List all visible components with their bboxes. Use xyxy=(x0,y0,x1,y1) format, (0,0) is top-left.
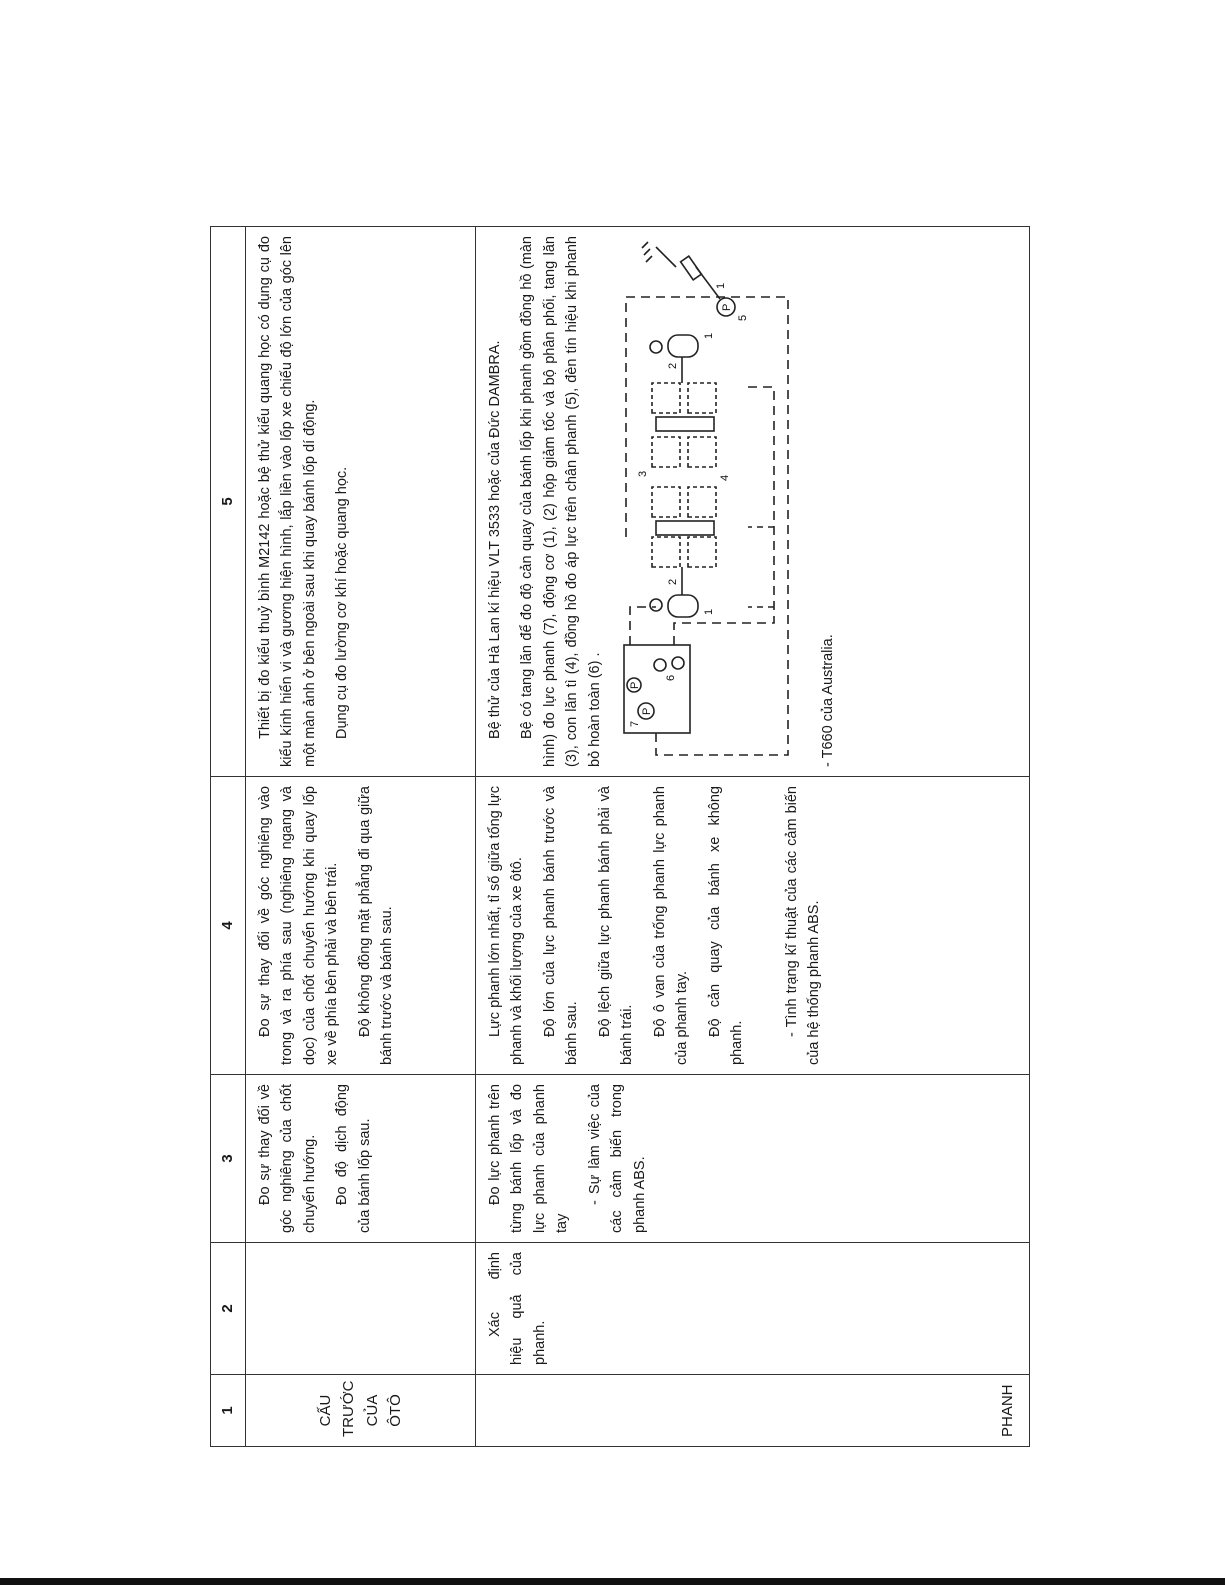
row2-param-2: Độ lớn của lực phanh bánh trước và bánh sau. xyxy=(541,786,581,1065)
table-row-front-structure xyxy=(246,227,476,1447)
diagram-label: 2 xyxy=(667,362,680,369)
diagram-label: 4 xyxy=(719,474,732,481)
row1-equip-2: Dụng cụ đo lường cơ khí hoặc quang học. xyxy=(334,466,351,739)
row2-purpose xyxy=(476,1243,1030,1375)
brake-tester-diagram xyxy=(616,236,808,767)
diagram-label: 7 xyxy=(629,720,642,727)
diagram-label: 6 xyxy=(665,674,678,681)
diagram-label: 1 xyxy=(715,282,728,289)
row2-method-1: Đo lực phanh trên từng bánh lốp và đo lực phanh của phanh tay xyxy=(487,1084,571,1233)
row2-parameters xyxy=(476,777,1030,1075)
diagram-label: P xyxy=(721,303,734,311)
header-col-5: 5 xyxy=(211,227,246,777)
header-col-1: 1 xyxy=(211,1375,246,1447)
row1-method-1: Đo sự thay đổi về góc nghiêng của chốt chuyển hướng. xyxy=(257,1084,318,1233)
table-row-brake xyxy=(476,227,1030,1447)
lamp-shape xyxy=(672,657,684,669)
row1-param-2: Độ không đồng mặt phẳng đi qua giữa bánh trước và bánh sau. xyxy=(356,786,396,1065)
row2-equipment xyxy=(476,227,1030,777)
row1-purpose xyxy=(246,1243,476,1375)
row1-equip-1: Thiết bị đo kiểu thuỷ bình M2142 hoặc bệ thử kiểu quang học có dụng cụ đo kiểu kính hiển vi và gương hiện hình, lắp liền vào lốp xe chiếu độ lớn của góc lên một màn ảnh ở bên ngoài sau khi quay bánh lốp dí động. xyxy=(257,236,318,767)
row2-method-2: - Sự làm việc của các cảm biến trong phanh ABS. xyxy=(586,1084,648,1233)
brake-tester-schematic xyxy=(616,237,801,767)
row2-equip-1: Bệ thử của Hà Lan kí hiệu VLT 3533 hoặc của Đức DAMBRA. xyxy=(487,340,503,739)
row1-equipment xyxy=(246,227,476,777)
row1-parameters xyxy=(246,777,476,1075)
inspection-table xyxy=(210,226,1030,1447)
rotated-page xyxy=(210,227,1030,1447)
row2-equip-3: - T660 của Australia. xyxy=(819,634,836,767)
header-col-4: 4 xyxy=(211,777,246,1075)
diagram-label: 1 xyxy=(703,332,716,339)
diagram-label: 1 xyxy=(703,608,716,615)
diagram-label: P xyxy=(641,707,654,715)
row2-param-1: Lực phanh lớn nhất, tỉ số giữa tổng lực phanh và khối lượng của xe ôtô. xyxy=(487,786,526,1065)
header-row xyxy=(211,227,246,1447)
row2-category: PHANH xyxy=(476,1375,1030,1447)
page-bottom-rule xyxy=(0,1578,1225,1585)
row2-equip-2: Bệ có tang lăn để đo độ cản quay của bánh lốp khi phanh gồm đồng hồ (màn hình) đo lực phanh (7), động cơ (1), (2) hộp giảm tốc và bộ phân phối, tang lăn (3), con lăn tì (4), đồng hồ đo áp lực trên chân phanh (5), đèn tín hiệu khi phanh bỏ hoàn toàn (6) . xyxy=(519,236,603,767)
header-col-2: 2 xyxy=(211,1243,246,1375)
row2-purpose-text: Xác định hiệu quả của phanh. xyxy=(487,1252,548,1365)
row1-method xyxy=(246,1075,476,1243)
lamp-shape xyxy=(654,659,666,671)
header-col-3: 3 xyxy=(211,1075,246,1243)
row2-param-4: Độ ô van của trống phanh lực phanh của phanh tay. xyxy=(651,786,691,1065)
diagram-label: 2 xyxy=(667,578,680,585)
diagram-label: 3 xyxy=(637,470,650,477)
row2-method xyxy=(476,1075,1030,1243)
row2-param-6: - Tình trạng kĩ thuật của các cảm biến của hệ thống phanh ABS. xyxy=(783,786,823,1065)
row1-method-2: Đo độ dịch động của bánh lốp sau. xyxy=(334,1084,373,1233)
spacer xyxy=(759,786,781,1065)
row1-param-1: Đo sự thay đổi về góc nghiêng vào trong và ra phía sau (nghiêng ngang và dọc) của chốt chuyển hướng khi quay lốp xe về phía bên phải và bên trái. xyxy=(257,786,341,1065)
row1-category: CẤU TRƯỚC CỦA ÔTÔ xyxy=(246,1375,476,1447)
row2-param-5: Độ cản quay của bánh xe không phanh. xyxy=(706,786,746,1065)
diagram-label: P xyxy=(629,681,642,689)
diagram-label: 5 xyxy=(737,314,750,321)
row2-param-3: Độ lệch giữa lực phanh bánh phải và bánh trái. xyxy=(596,786,636,1065)
